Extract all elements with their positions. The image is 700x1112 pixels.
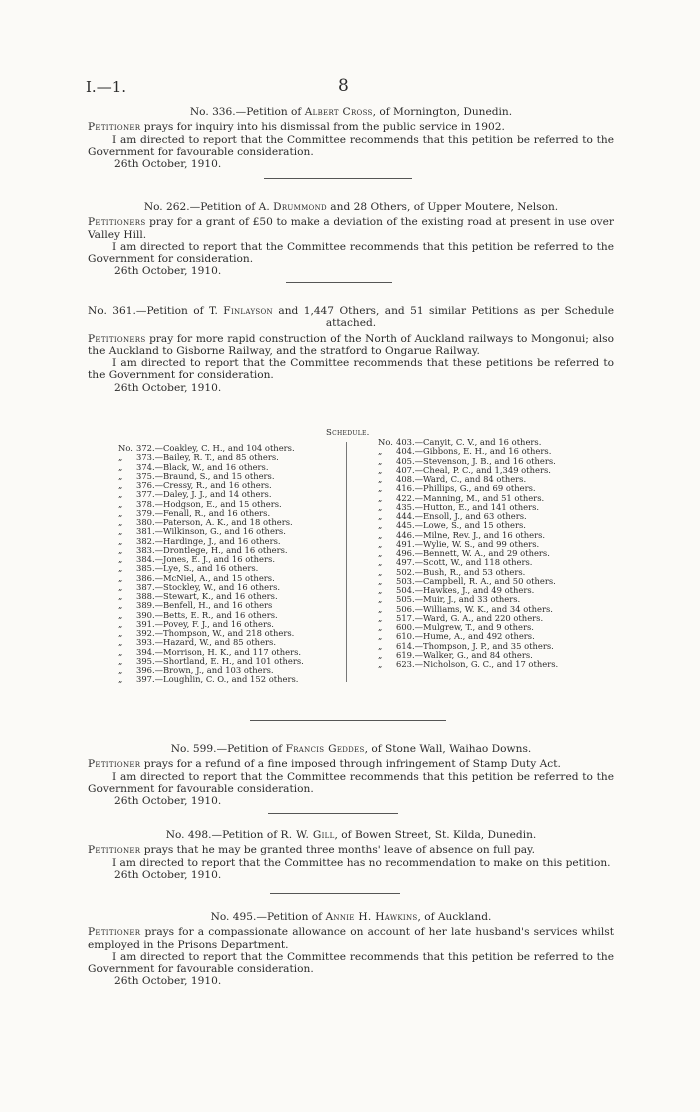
petitioner-name: R. W. Gill (280, 829, 335, 841)
schedule-entry-text: 405.—Stevenson, J. B., and 16 others. (396, 455, 556, 466)
schedule-entry-text: 403.—Canyit, C. V., and 16 others. (396, 437, 542, 447)
schedule-entry-prefix: „ (378, 548, 383, 558)
schedule-entry-text: 387.—Stockley, W., and 16 others. (136, 581, 281, 592)
committee-report: I am directed to report that the Committee recommends that this petition be referred to the Government for consideration. (88, 240, 614, 266)
schedule-entry-prefix: „ (118, 461, 123, 472)
schedule-entry-prefix: „ (378, 575, 383, 586)
schedule-entry-prefix: „ (118, 628, 123, 638)
petition-title: No. 361.—Petition of T. Finlayson and 1,447 Others, and 51 similar Petitions as per Schedule attached. (88, 305, 614, 330)
schedule-entry-prefix: „ (378, 612, 383, 623)
report-date: 26th October, 1910. (114, 381, 222, 394)
schedule-entry-prefix: „ (118, 526, 123, 537)
schedule-entry-prefix: „ (118, 489, 123, 500)
schedule-entry-prefix: „ (378, 483, 383, 494)
schedule-entry-prefix: „ (378, 585, 383, 595)
schedule-entry-prefix: „ (118, 480, 123, 490)
schedule-entry-text: 391.—Povey, F. J., and 16 others. (136, 618, 274, 629)
schedule-entry-text: 395.—Shortland, E. H., and 101 others. (136, 655, 304, 666)
schedule-entry-text: 396.—Brown, J., and 103 others. (136, 665, 274, 675)
schedule-entry-prefix: „ (378, 501, 383, 512)
schedule-entry-prefix: „ (378, 631, 383, 642)
schedule-entry-prefix: „ (378, 603, 383, 614)
petition-title: No. 495.—Petition of Annie H. Hawkins, of Auckland. (210, 911, 492, 923)
schedule-entry-prefix: „ (118, 674, 123, 685)
schedule-entry-prefix: „ (378, 659, 383, 669)
schedule-entry-prefix: „ (118, 507, 123, 518)
schedule-entry-text: 382.—Hardinge, J., and 16 others. (136, 535, 281, 546)
schedule-entry-text: 505.—Muir, J., and 33 others. (396, 594, 521, 605)
schedule-entry-text: 623.—Nicholson, G. C., and 17 others. (396, 659, 559, 669)
schedule-entry-prefix: „ (378, 649, 383, 660)
schedule-entry-text: 600.—Mulgrew, T., and 9 others. (396, 622, 534, 632)
schedule-entry-text: 504.—Hawkes, J., and 49 others. (396, 585, 535, 595)
section-divider (286, 282, 392, 283)
schedule-entry-text: 422.—Manning, M., and 51 others. (396, 492, 545, 503)
document-reference: I.—1. (86, 78, 127, 96)
report-date: 26th October, 1910. (114, 795, 222, 808)
section-divider (250, 720, 446, 721)
schedule-entry-text: 491.—Wylie, W. S., and 99 others. (396, 538, 540, 549)
schedule-entry-prefix: „ (118, 498, 123, 509)
schedule-entry-prefix: „ (118, 517, 123, 527)
petitioner-name: Albert Cross (304, 106, 373, 118)
petition-prayer: Petitioner prays that he may be granted three months' leave of absence on full pay. (88, 844, 535, 857)
schedule-entry-prefix: „ (378, 640, 383, 651)
schedule-entry-text: 408.—Ward, C., and 84 others. (396, 474, 527, 484)
schedule-entry-text: 496.—Bennett, W. A., and 29 others. (396, 548, 550, 558)
schedule-entry-text: 380.—Paterson, A. K., and 18 others. (136, 517, 293, 527)
schedule-entry-text: 502.—Bush, R., and 53 others. (396, 566, 526, 577)
schedule-entry-prefix: „ (118, 470, 123, 481)
schedule-entry-text: 374.—Black, W., and 16 others. (136, 461, 269, 472)
report-date: 26th October, 1910. (114, 265, 222, 278)
committee-report: I am directed to report that the Committee recommends that this petition be referred to the Government for favourable consideration. (88, 770, 614, 795)
schedule-entry-text: 389.—Benfell, H., and 16 others (136, 600, 273, 611)
schedule-entry-text: 384.—Jones, E. J., and 16 others. (136, 554, 275, 564)
schedule-entry-text: 610.—Hume, A., and 492 others. (396, 631, 535, 642)
schedule-entry-text: 397.—Loughlin, C. O., and 152 others. (136, 674, 299, 685)
schedule-entry-prefix: „ (378, 520, 383, 531)
schedule-entry-text: 393.—Hazard, W., and 85 others. (136, 637, 276, 648)
schedule-entry-text: 378.—Hodgson, E., and 15 others. (136, 498, 282, 509)
schedule-entry-prefix: „ (118, 637, 123, 648)
schedule-entry-prefix: „ (118, 544, 123, 555)
schedule-entry-prefix: „ (118, 655, 123, 666)
petition-title: No. 336.—Petition of Albert Cross, of Mornington, Dunedin. (189, 106, 513, 118)
schedule-entry-prefix: „ (118, 572, 123, 583)
schedule-entry-prefix: „ (378, 529, 383, 540)
section-divider (264, 178, 412, 179)
committee-report: I am directed to report that the Committee recommends that these petitions be referred to the Government for consideration. (88, 357, 614, 382)
schedule-entry-prefix: „ (118, 554, 123, 564)
schedule-entry-prefix: „ (118, 591, 123, 601)
schedule-entry-prefix: „ (378, 557, 383, 568)
schedule-entry-text: 435.—Hutton, E., and 141 others. (396, 501, 540, 512)
schedule-entry-text: 407.—Cheal, P. C., and 1,349 others. (396, 464, 551, 475)
schedule-title: Schedule. (326, 428, 370, 438)
report-date: 26th October, 1910. (114, 868, 222, 881)
schedule-entry-prefix: „ (378, 511, 383, 521)
schedule-entry-text: 383.—Drontlege, H., and 16 others. (136, 544, 288, 555)
schedule-left-column (118, 444, 304, 685)
committee-report: I am directed to report that the Committee recommends that this petition be referred to the Government for favourable consideration. (88, 133, 614, 158)
schedule-entry-prefix: „ (118, 535, 123, 546)
schedule-entry (378, 660, 558, 669)
page-number: 8 (338, 76, 349, 96)
schedule-entry-text: 445.—Lowe, S., and 15 others. (396, 520, 526, 531)
schedule-entry-text: 503.—Campbell, R. A., and 50 others. (396, 575, 556, 586)
petitioner-name: Finlayson (223, 305, 273, 317)
schedule-entry-prefix: „ (118, 581, 123, 592)
schedule-entry-text: 373.—Bailey, R. T., and 85 others. (136, 452, 279, 463)
schedule-entry-prefix: „ (378, 594, 383, 605)
schedule-entry-prefix: „ (378, 538, 383, 549)
petition-title: No. 262.—Petition of A. Drummond and 28 Others, of Upper Moutere, Nelson. (143, 201, 559, 213)
schedule-entry-text: 381.—Wilkinson, G., and 16 others. (136, 526, 286, 537)
schedule-entry-text: 388.—Stewart, K., and 16 others. (136, 591, 278, 601)
petition-prayer: Petitioner prays for a refund of a fine imposed through infringement of Stamp Duty Act. (88, 758, 561, 771)
petition-block (88, 106, 614, 170)
schedule-entry-prefix: „ (118, 452, 123, 463)
schedule-entry-prefix: „ (378, 566, 383, 577)
schedule-entry-prefix: „ (378, 474, 383, 484)
report-date: 26th October, 1910. (114, 975, 222, 988)
petition-block (88, 829, 614, 881)
schedule-entry-text: 379.—Fenall, R., and 16 others. (136, 507, 271, 518)
schedule-entry-text: 517.—Ward, G. A., and 220 others. (396, 612, 544, 623)
schedule-entry-prefix: „ (118, 609, 123, 620)
schedule-entry-text: 375.—Braund, S., and 15 others. (136, 470, 275, 481)
petitioner-name: Annie H. Hawkins (325, 911, 418, 923)
petition-block (88, 305, 614, 394)
petition-prayer: Petitioners pray for more rapid construction of the North of Auckland railways to Mongonui; also the Auckland to Gisborne Railway, and the stratford to Ongarue Railway. (88, 332, 614, 357)
schedule-entry-text: 385.—Lye, S., and 16 others. (136, 563, 259, 574)
schedule-entry-text: 506.—Williams, W. K., and 34 others. (396, 603, 553, 614)
schedule-entry-text: 446.—Milne, Rev. J., and 16 others. (396, 529, 546, 540)
schedule-entry-prefix: „ (378, 446, 383, 457)
schedule-entry-prefix: „ (378, 492, 383, 503)
schedule-entry-prefix: „ (118, 600, 123, 611)
section-divider (270, 893, 400, 894)
petition-prayer: Petitioners pray for a grant of £50 to make a deviation of the existing road at present in use over Valley Hill. (88, 216, 614, 241)
schedule-entry-prefix: „ (118, 665, 123, 675)
schedule-entry-text: 416.—Phillips, G., and 69 others. (396, 483, 536, 494)
report-date: 26th October, 1910. (114, 158, 222, 171)
schedule-entry-text: 392.—Thompson, W., and 218 others. (136, 628, 295, 638)
schedule-entry-text: 444.—Ensoll, J., and 63 others. (396, 511, 527, 521)
schedule-entry-prefix: „ (118, 646, 123, 657)
schedule-entry-prefix: No. (118, 443, 133, 453)
petition-prayer: Petitioner prays for inquiry into his dismissal from the public service in 1902. (88, 121, 505, 134)
petitioner-name: Francis Geddes (285, 743, 365, 755)
schedule-entry-prefix: „ (378, 464, 383, 475)
schedule-entry-prefix: „ (118, 618, 123, 629)
schedule-entry-text: 614.—Thompson, J. P., and 35 others. (396, 640, 554, 651)
committee-report: I am directed to report that the Committee recommends that this petition be referred to the Government for favourable consideration. (88, 950, 614, 976)
petition-block (88, 911, 614, 988)
schedule-entry-text: 394.—Morrison, H. K., and 117 others. (136, 646, 302, 657)
schedule-entry-text: 376.—Cressy, R., and 16 others. (136, 480, 272, 490)
petition-block (88, 743, 614, 807)
schedule-entry-text: 377.—Daley, J. J., and 14 others. (136, 489, 272, 500)
petition-prayer: Petitioner prays for a compassionate allowance on account of her late husband's services whilst employed in the Prisons Department. (88, 926, 614, 951)
schedule-entry-text: 404.—Gibbons, E. H., and 16 others. (396, 446, 552, 457)
schedule-right-column (378, 438, 558, 669)
schedule-entry-prefix: „ (378, 455, 383, 466)
petition-title: No. 599.—Petition of Francis Geddes, of Stone Wall, Waihao Downs. (170, 743, 532, 755)
schedule-column-divider (346, 442, 347, 682)
schedule-entry-text: 497.—Scott, W., and 118 others. (396, 557, 533, 568)
petition-block (88, 201, 614, 278)
petition-title: No. 498.—Petition of R. W. Gill, of Bowen Street, St. Kilda, Dunedin. (165, 829, 537, 841)
schedule-entry-prefix: No. (378, 437, 393, 447)
schedule-entry-prefix: „ (378, 622, 383, 632)
section-divider (268, 813, 398, 814)
schedule-entry-text: 386.—McNiel, A., and 15 others. (136, 572, 275, 583)
committee-report: I am directed to report that the Committee has no recommendation to make on this petition. (112, 856, 611, 869)
schedule-entry-text: 619.—Walker, G., and 84 others. (396, 649, 533, 660)
schedule-entry-text: 372.—Coakley, C. H., and 104 others. (136, 443, 295, 453)
schedule-entry (118, 675, 304, 684)
schedule-entry-prefix: „ (118, 563, 123, 574)
schedule-entry-text: 390.—Betts, E. R., and 16 others. (136, 609, 278, 620)
petitioner-name: Drummond (273, 201, 327, 213)
